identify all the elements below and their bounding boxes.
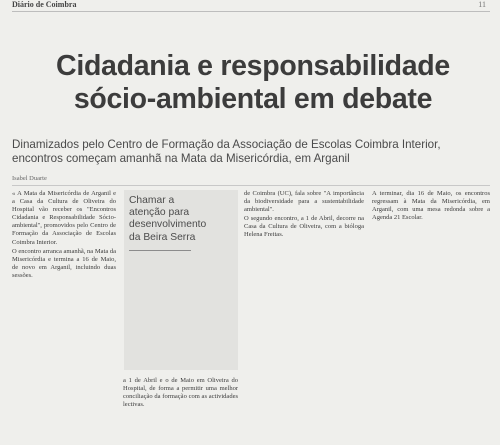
article-column-4 [372,190,490,223]
article-paragraph: « A Mata da Misericórdia de Arganil e a Casa da Cultura de Oliveira do Hospital vão receber os "Encontros Cidadania e Responsabilidade Sócio-ambiental", promovidos pelo Centro de Formação da Associação de Escolas Coimbra Interior. [12,190,116,246]
page-number: 11 [478,0,486,9]
headline-line-2: sócio-ambiental em debate [73,83,433,115]
standfirst [12,138,490,165]
headline [18,50,488,116]
article-column-1 [12,190,116,281]
article-paragraph: de Coimbra (UC), fala sobre "A importância da biodiversidade para a sustentabilidade ambiental". [244,190,364,214]
article-column-3 [244,190,364,241]
standfirst-line-2: encontros começam amanhã na Mata da Misericórdia, em Arganil [12,151,350,165]
pull-quote-line: da Beira Serra [129,231,196,243]
pull-quote-line: Chamar a [129,195,175,206]
newspaper-name: Diário de Coimbra [12,0,77,9]
article-paragraph: A terminar, dia 16 de Maio, os encontros regressam à Mata da Misericórdia, em Arganil, com uma mesa redonda sobre a Agenda 21 Escolar. [372,190,490,222]
article-column-2 [123,377,238,410]
headline-line-1: Cidadania e responsabilidade [56,50,450,82]
byline: Isabel Duarte [12,175,490,186]
pull-quote-line: atenção para [129,207,190,219]
article-paragraph: O encontro arranca amanhã, na Mata da Misericórdia e termina a 16 de Maio, de novo em Arganil, incluindo duas sessões. [12,247,116,279]
masthead [12,0,490,12]
pull-quote-text [129,195,233,244]
pull-quote-box [124,190,238,370]
article-paragraph: O segundo encontro, a 1 de Abril, decorre na Casa da Cultura de Oliveira, com a bióloga Helena Freitas. [244,215,364,239]
pull-quote-rule [129,250,191,251]
pull-quote-line: desenvolvimento [129,219,207,231]
standfirst-line-1: Dinamizados pelo Centro de Formação da Associação de Escolas Coimbra Interior, [12,138,441,151]
article-paragraph: a 1 de Abril e o de Maio em Oliveira do Hospital, de forma a permitir uma melhor conciliação da formação com as actividades lectivas. [123,377,238,409]
